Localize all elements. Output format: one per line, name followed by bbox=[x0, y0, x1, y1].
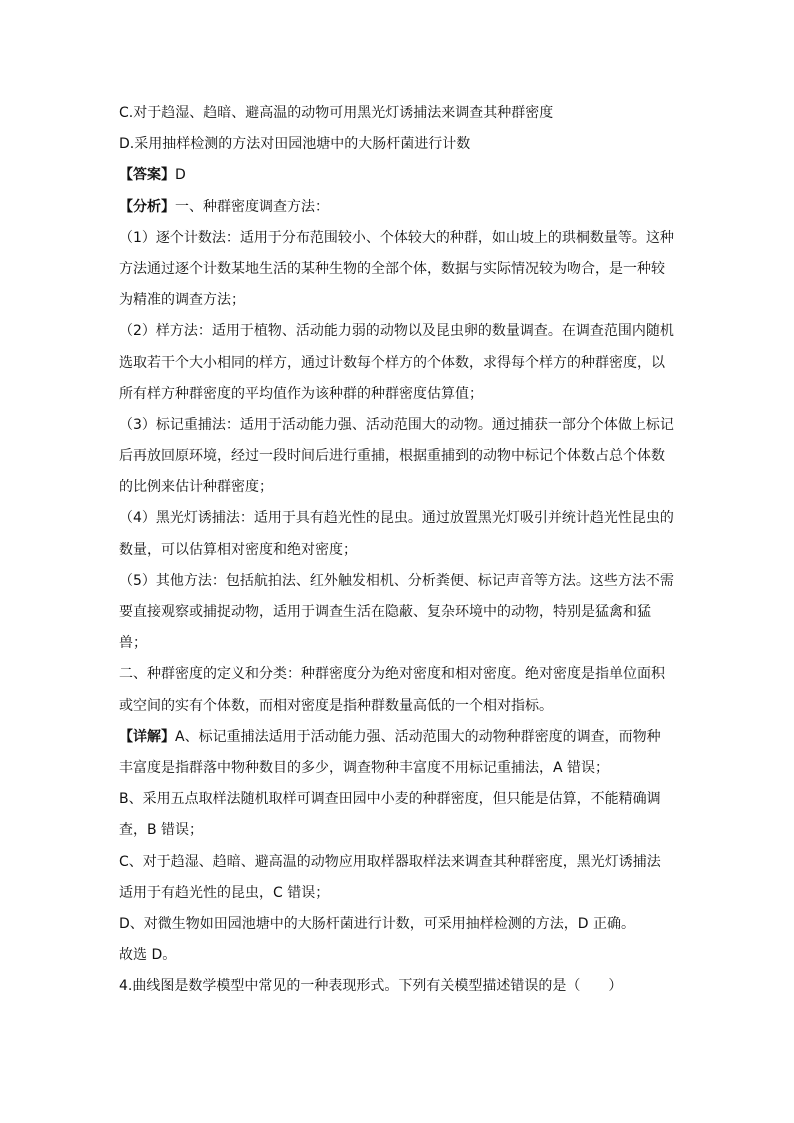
method-1-line-2: 方法通过逐个计数某地生活的某种生物的全部个体，数据与实际情况较为吻合，是一种较 bbox=[119, 260, 665, 277]
analysis-tag: 【分析】 bbox=[119, 198, 175, 215]
method-5-line-3: 兽； bbox=[119, 635, 147, 652]
explanation-c-line-2: 适用于有趋光性的昆虫，C 错误； bbox=[119, 884, 330, 901]
method-2-line-3: 所有样方种群密度的平均值作为该种群的种群密度估算值； bbox=[119, 385, 483, 402]
answer-value: D bbox=[175, 167, 186, 184]
definition-line-1: 二、种群密度的定义和分类：种群密度分为绝对密度和相对密度。绝对密度是指单位面积 bbox=[119, 666, 665, 683]
method-4-line-1: （4）黑光灯诱捕法：适用于具有趋光性的昆虫。通过放置黑光灯吸引并统计趋光性昆虫的 bbox=[119, 510, 674, 527]
explanation-d-line: D、对微生物如田园池塘中的大肠杆菌进行计数，可采用抽样检测的方法，D 正确。 bbox=[119, 915, 636, 932]
method-2-line-1: （2）样方法：适用于植物、活动能力弱的动物以及昆虫卵的数量调查。在调查范围内随机 bbox=[119, 323, 674, 340]
method-5-line-2: 要直接观察或捕捉动物，适用于调查生活在隐蔽、复杂环境中的动物，特别是猛禽和猛 bbox=[119, 604, 651, 620]
answer-line bbox=[119, 160, 675, 191]
method-3-line-1: （3）标记重捕法：适用于活动能力强、活动范围大的动物。通过捕获一部分个体做上标记 bbox=[119, 416, 674, 433]
method-2-line-2: 选取若干个大小相同的样方，通过计数每个样方的个体数，求得每个样方的种群密度，以 bbox=[119, 354, 665, 371]
method-5-line-1: （5）其他方法：包括航拍法、红外触发相机、分析粪便、标记声音等方法。这些方法不需 bbox=[119, 572, 674, 589]
method-4-line-2: 数量，可以估算相对密度和绝对密度； bbox=[119, 541, 357, 558]
explanation-b-line-1: B、采用五点取样法随机取样可调查田园中小麦的种群密度，但只能是估算，不能精确调 bbox=[119, 791, 661, 808]
method-1-line-3: 为精准的调查方法； bbox=[119, 292, 245, 309]
analysis-heading bbox=[119, 192, 675, 223]
explanation-heading bbox=[119, 722, 675, 753]
method-3-line-2: 后再放回原环境，经过一段时间后进行重捕，根据重捕到的动物中标记个体数占总个体数 bbox=[119, 448, 665, 465]
explanation-a-line-2: 丰富度是指群落中物种数目的多少，调查物种丰富度不用标记重捕法，A 错误； bbox=[119, 759, 610, 776]
answer-tag: 【答案】 bbox=[119, 167, 175, 184]
method-3-line-3: 的比例来估计种群密度； bbox=[119, 479, 273, 496]
explanation-b-line-2: 查，B 错误； bbox=[119, 822, 204, 839]
definition-line-2: 或空间的实有个体数，而相对密度是指种群数量高低的一个相对指标。 bbox=[119, 697, 553, 714]
option-d-line: D.采用抽样检测的方法对田园池塘中的大肠杆菌进行计数 bbox=[119, 136, 471, 153]
explanation-a-text: A、标记重捕法适用于活动能力强、活动范围大的动物种群密度的调查，而物种 bbox=[175, 728, 661, 745]
analysis-heading-text: 一、种群密度调查方法： bbox=[175, 198, 329, 215]
option-c-line: C.对于趋湿、趋暗、避高温的动物可用黑光灯诱捕法来调查其种群密度 bbox=[119, 105, 554, 121]
conclusion-line: 故选 D。 bbox=[119, 947, 177, 964]
document-body bbox=[119, 98, 675, 1002]
question-4-stem: 4.曲线图是数学模型中常见的一种表现形式。下列有关模型描述错误的是（ ） bbox=[119, 978, 623, 995]
explanation-c-line-1: C、对于趋湿、趋暗、避高温的动物应用取样器取样法来调查其种群密度，黑光灯诱捕法 bbox=[119, 853, 661, 870]
method-1-line-1: （1）逐个计数法：适用于分布范围较小、个体较大的种群，如山坡上的珙桐数量等。这种 bbox=[119, 229, 674, 246]
explanation-tag: 【详解】 bbox=[119, 728, 175, 745]
